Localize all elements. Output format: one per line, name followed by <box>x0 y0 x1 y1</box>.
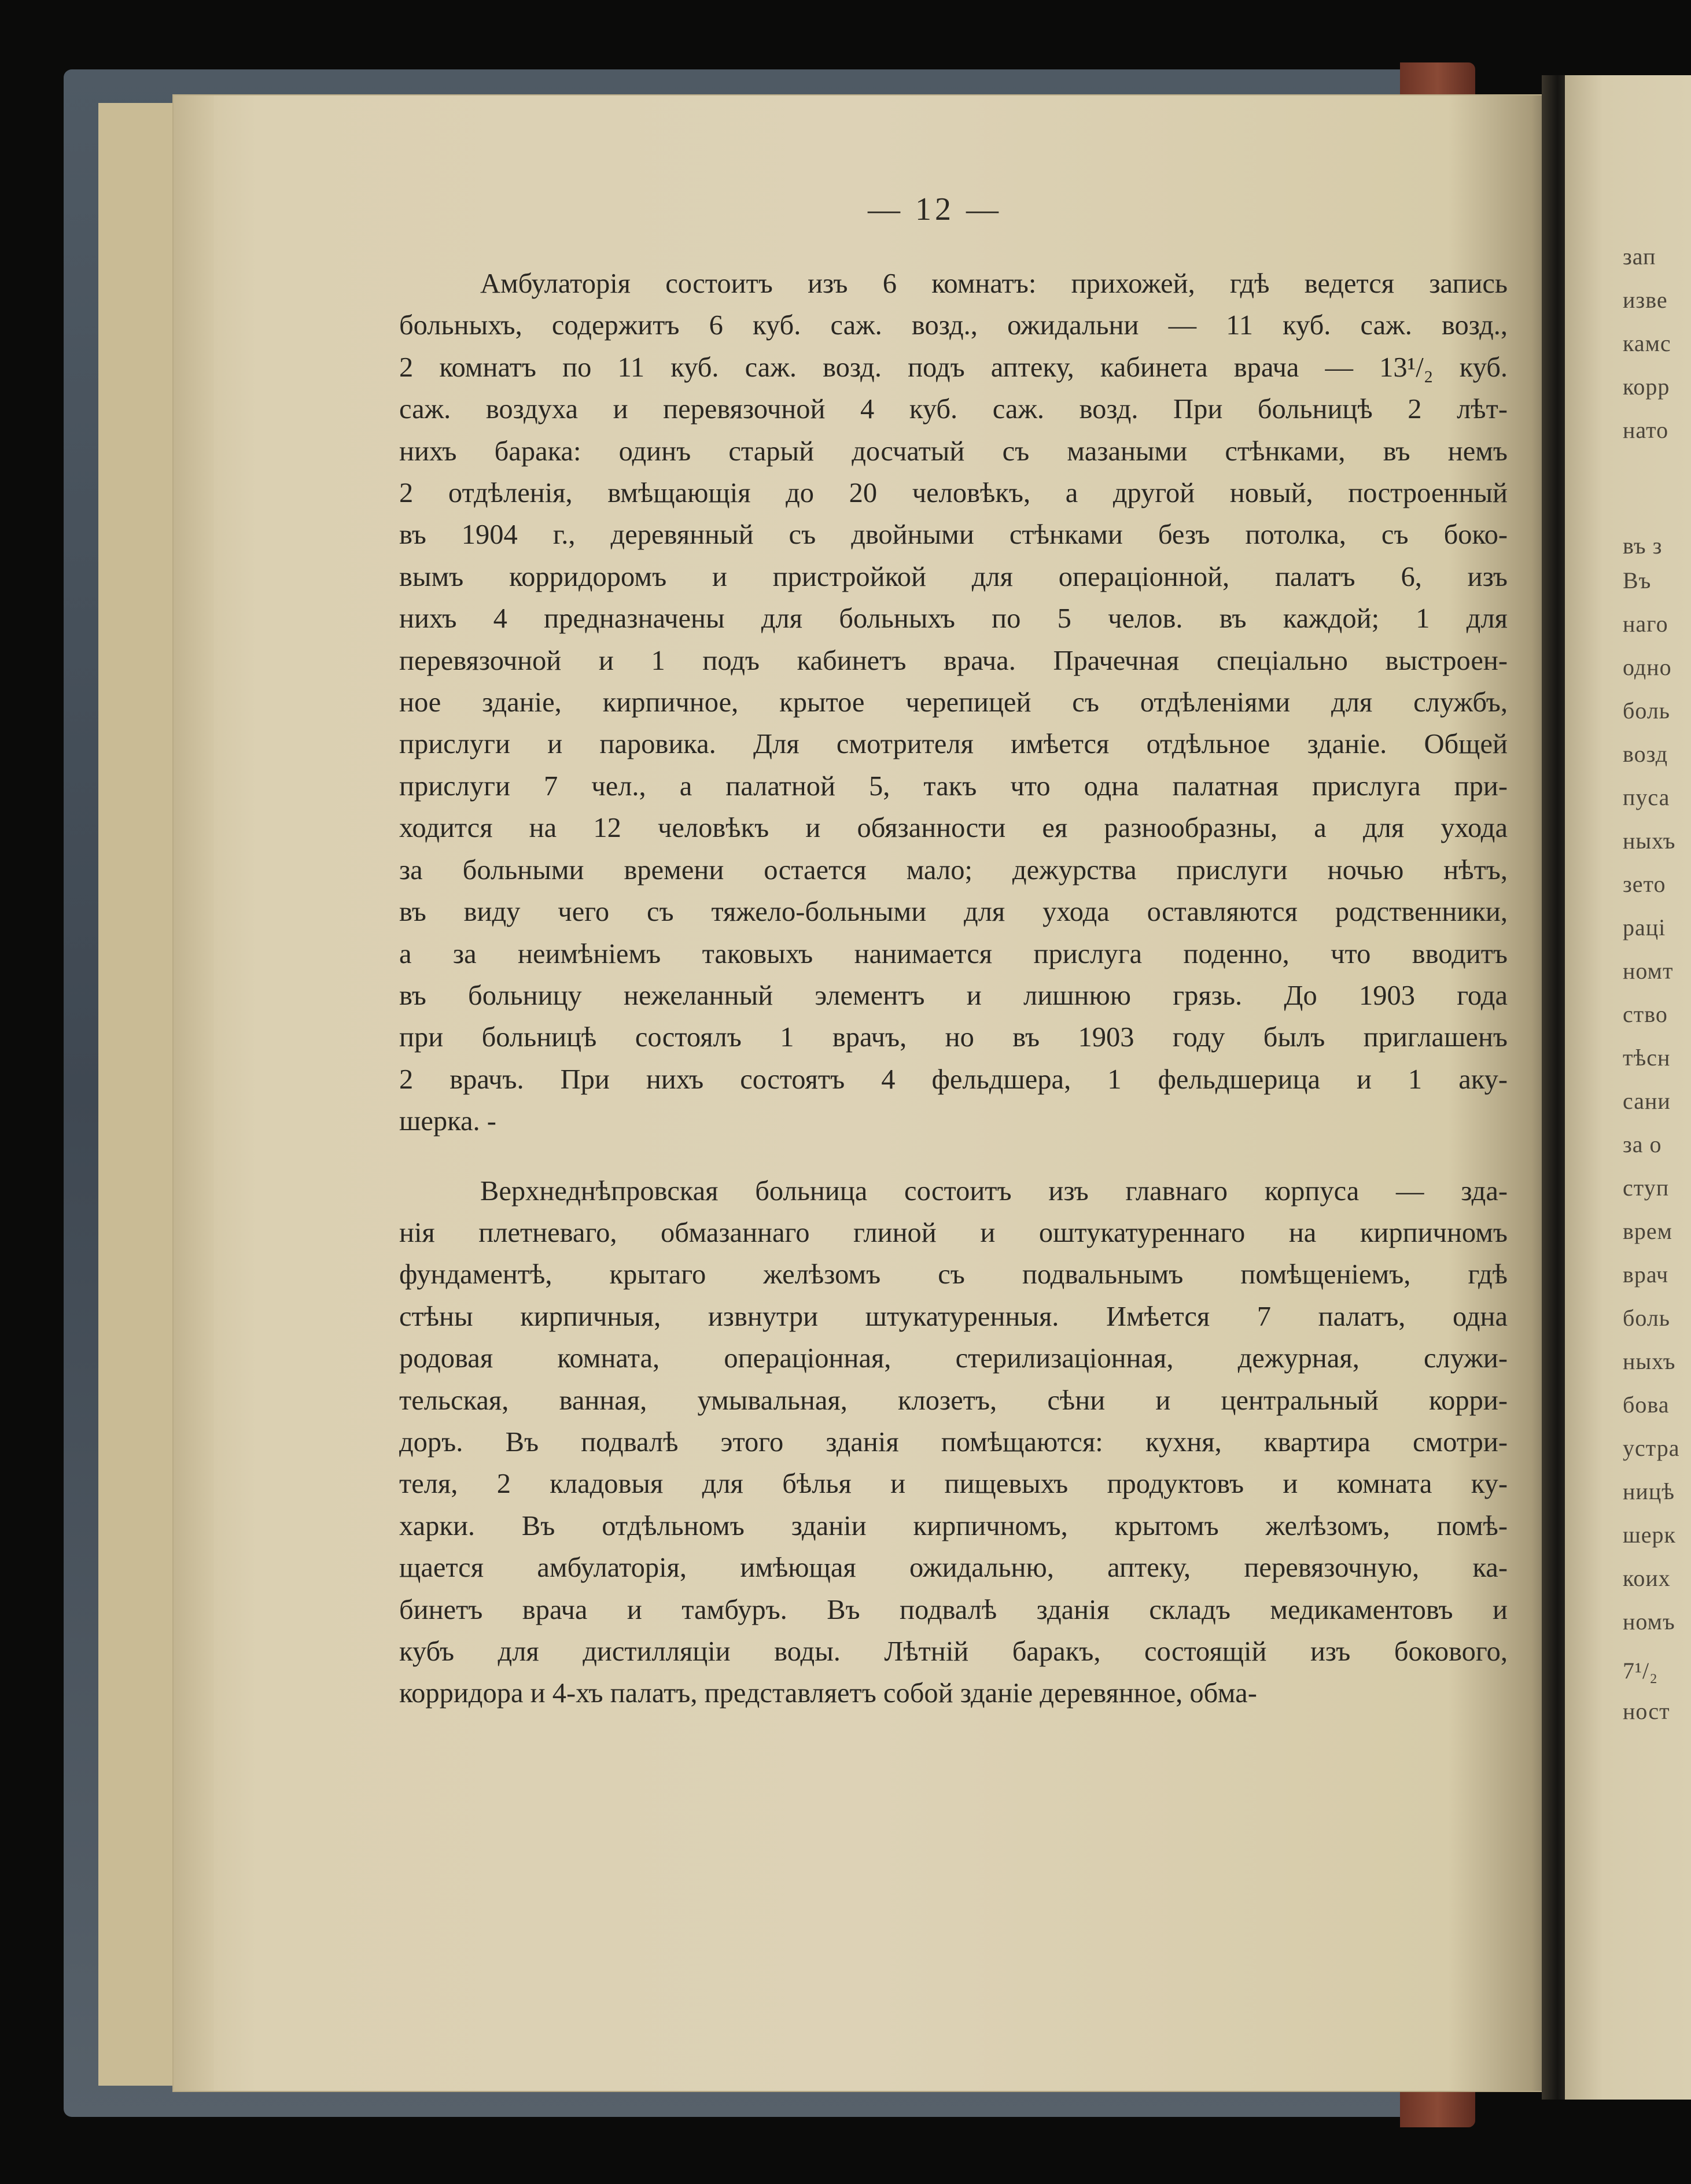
facing-page-fragment: возд <box>1623 741 1668 767</box>
text-line: 2 комнатъ по 11 куб. саж. возд. подъ аптеку, кабинета врача — 13¹/₂ куб. <box>399 352 1508 383</box>
paragraph-gap <box>399 1143 1508 1171</box>
facing-page-fragment: зап <box>1623 244 1656 270</box>
facing-page-fragment: камс <box>1623 330 1671 356</box>
text-line: доръ. Въ подвалѣ этого зданія помѣщаются: кухня, квартира смотри- <box>399 1426 1508 1458</box>
book-gutter <box>1542 75 1568 2100</box>
facing-page-fragment: боль <box>1623 698 1671 724</box>
page-fold-shadow <box>174 95 214 2091</box>
facing-page-fragment: раці <box>1623 914 1666 940</box>
paragraph-verkhnedneprovsk-hospital <box>399 1171 1508 1715</box>
paragraph-ambulatory <box>399 263 1508 1143</box>
facing-page-fragment: боль <box>1623 1305 1671 1331</box>
text-line: нихъ 4 предназначены для больныхъ по 5 челов. въ каждой; 1 для <box>399 603 1508 634</box>
text-line: въ больницу нежеланный элементъ и лишнюю грязь. До 1903 года <box>399 980 1508 1011</box>
text-line: въ 1904 г., деревянный съ двойными стѣнками безъ потолка, съ боко- <box>399 519 1508 551</box>
facing-page-fragment: ство <box>1623 1001 1668 1027</box>
text-line: больныхъ, содержитъ 6 куб. саж. возд., ожидальни — 11 куб. саж. возд., <box>399 310 1508 341</box>
facing-page-fragment: бова <box>1623 1392 1670 1418</box>
text-line: кубъ для дистилляціи воды. Лѣтній баракъ, состоящій изъ бокового, <box>399 1636 1508 1667</box>
page-number: — 12 — <box>868 191 1002 227</box>
text-line: прислуги 7 чел., а палатной 5, такъ что одна палатная прислуга при- <box>399 770 1508 802</box>
text-line: ное зданіе, кирпичное, крытое черепицей съ отдѣленіями для службъ, <box>399 687 1508 718</box>
text-line: стѣны кирпичныя, извнутри штукатуренныя. Имѣется 7 палатъ, одна <box>399 1301 1508 1332</box>
facing-page-fragment: устра <box>1623 1435 1680 1461</box>
text-line: бинетъ врача и тамбуръ. Въ подвалѣ зданія складъ медикаментовъ и <box>399 1594 1508 1625</box>
text-line: при больницѣ состоялъ 1 врачъ, но въ 1903 году былъ приглашенъ <box>399 1022 1508 1053</box>
facing-page-fragment: тѣсн <box>1623 1045 1671 1071</box>
facing-page-fragment: врач <box>1623 1261 1669 1287</box>
text-line: шерка. - <box>399 1106 496 1137</box>
facing-page-fragment: въ з <box>1623 533 1663 559</box>
text-line: 2 врачъ. При нихъ состоятъ 4 фельдшера, 1 фельдшерица и 1 аку- <box>399 1064 1508 1095</box>
facing-page-fragment: номт <box>1623 958 1674 984</box>
facing-page-fragment: изве <box>1623 287 1668 313</box>
facing-page-fragment: корр <box>1623 374 1670 400</box>
text-line: родовая комната, операціонная, стерилизаціонная, дежурная, служи- <box>399 1343 1508 1374</box>
text-line: Амбулаторія состоитъ изъ 6 комнатъ: прихожей, гдѣ ведется запись <box>480 268 1508 299</box>
text-line: фундаментѣ, крытаго желѣзомъ съ подвальнымъ помѣщеніемъ, гдѣ <box>399 1259 1508 1290</box>
text-line: нихъ барака: одинъ старый досчатый съ мазаными стѣнками, въ немъ <box>399 436 1508 467</box>
facing-page-fragment: номъ <box>1623 1609 1675 1635</box>
facing-page-fragment: ност <box>1623 1698 1670 1724</box>
facing-page-fragment: за о <box>1623 1131 1662 1157</box>
text-line: перевязочной и 1 подъ кабинетъ врача. Прачечная спеціально выстроен- <box>399 645 1508 676</box>
text-line: за больными времени остается мало; дежурства прислуги ночью нѣтъ, <box>399 854 1508 886</box>
text-line: ходится на 12 человѣкъ и обязанности ея разнообразны, а для ухода <box>399 813 1508 844</box>
facing-page-fragment: шерк <box>1623 1522 1676 1548</box>
facing-page-fragment: сани <box>1623 1088 1671 1114</box>
facing-page-fragment: пуса <box>1623 784 1670 810</box>
text-line: саж. воздуха и перевязочной 4 куб. саж. возд. При больницѣ 2 лѣт- <box>399 394 1508 425</box>
text-line: корридора и 4-хъ палатъ, представляетъ собой зданіе деревянное, обма- <box>399 1678 1257 1709</box>
text-line: Верхнеднѣпровская больница состоитъ изъ главнаго корпуса — зда- <box>480 1175 1508 1207</box>
facing-page-fragment: ступ <box>1623 1175 1670 1201</box>
facing-page-fragment: Въ <box>1623 567 1652 593</box>
text-line: прислуги и паровика. Для смотрителя имѣется отдѣльное зданіе. Общей <box>399 729 1508 760</box>
facing-page-fragment: врем <box>1623 1218 1672 1244</box>
text-line: въ виду чего съ тяжело-больными для ухода оставляются родственники, <box>399 897 1508 928</box>
facing-page-fragment: ныхъ <box>1623 1348 1676 1374</box>
facing-page-fragment: 7¹/₂ <box>1623 1658 1659 1684</box>
text-line: нія плетневаго, обмазаннаго глиной и оштукатуреннаго на кирпичномъ <box>399 1217 1508 1248</box>
facing-page-fragment: наго <box>1623 611 1668 637</box>
text-line: тельская, ванная, умывальная, клозетъ, сѣни и центральный корри- <box>399 1385 1508 1416</box>
text-line: теля, 2 кладовыя для бѣлья и пищевыхъ продуктовъ и комната ку- <box>399 1469 1508 1500</box>
facing-page <box>1565 75 1691 2100</box>
facing-page-fragment: ныхъ <box>1623 828 1676 854</box>
facing-page-fragment: одно <box>1623 654 1672 680</box>
facing-page-fragment: зето <box>1623 871 1666 897</box>
facing-page-fragment: коих <box>1623 1565 1671 1591</box>
text-line: а за неимѣніемъ таковыхъ нанимается прислуга поденно, что вводитъ <box>399 938 1508 969</box>
text-line: 2 отдѣленія, вмѣщающія до 20 человѣкъ, а другой новый, построенный <box>399 478 1508 509</box>
text-line: щается амбулаторія, имѣющая ожидальню, аптеку, перевязочную, ка- <box>399 1552 1508 1584</box>
body-text <box>399 263 1508 1715</box>
text-line: вымъ корридоромъ и пристройкой для операціонной, палатъ 6, изъ <box>399 561 1508 592</box>
text-line: харки. Въ отдѣльномъ зданіи кирпичномъ, крытомъ желѣзомъ, помѣ- <box>399 1510 1508 1541</box>
facing-page-fragment: нато <box>1623 417 1669 443</box>
facing-page-fragment: ницѣ <box>1623 1478 1675 1504</box>
